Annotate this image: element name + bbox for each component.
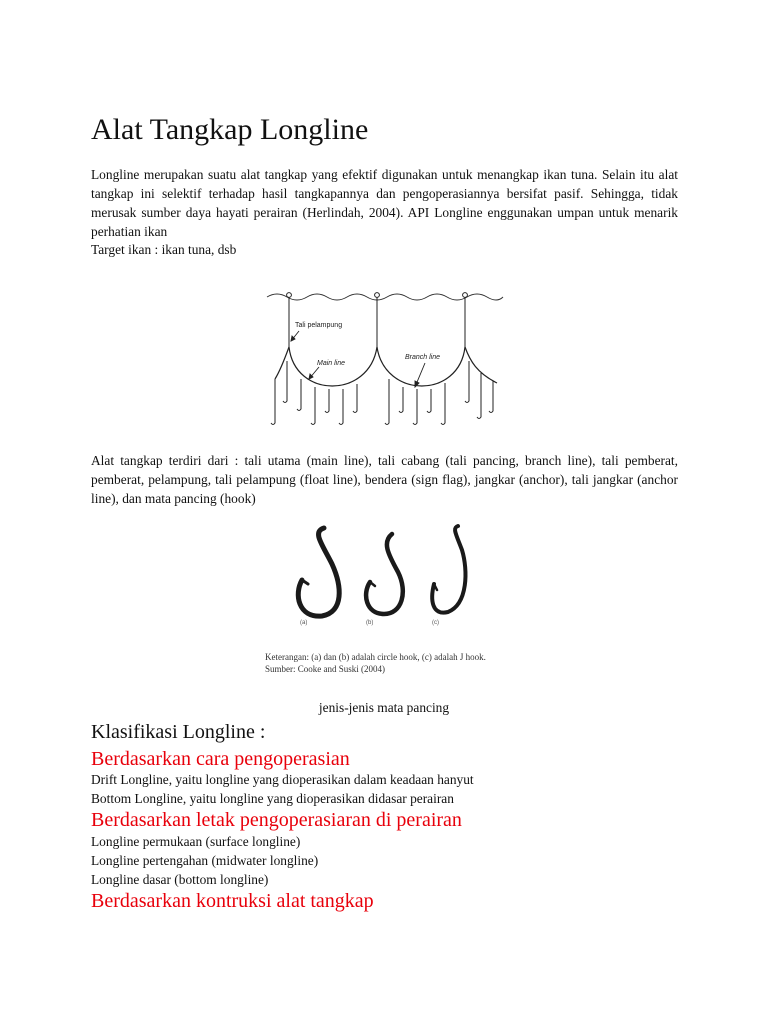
list-item: Drift Longline, yaitu longline yang dioperasikan dalam keadaan hanyut <box>91 772 474 787</box>
longline-diagram <box>265 283 505 431</box>
hooks-figure-note <box>265 651 486 675</box>
section-heading-construction: Berdasarkan kontruksi alat tangkap <box>91 890 374 912</box>
circle-hook-a-icon <box>298 528 339 616</box>
classification-heading: Klasifikasi Longline : <box>91 721 266 743</box>
list-item: Bottom Longline, yaitu longline yang dioperasikan didasar perairan <box>91 791 454 806</box>
section-heading-position: Berdasarkan letak pengoperasiaran di perairan <box>91 809 462 831</box>
hooks-note-line2: Sumber: Cooke and Suski (2004) <box>265 664 385 674</box>
float-icon <box>287 293 292 298</box>
label-float-line: Tali pelampung <box>295 322 343 329</box>
list-item: Longline permukaan (surface longline) <box>91 834 301 849</box>
j-hook-icon <box>432 526 465 613</box>
label-hook-a: (a) <box>300 620 308 626</box>
label-hook-c: (c) <box>432 620 439 626</box>
components-paragraph: Alat tangkap terdiri dari : tali utama (main line), tali cabang (tali pancing, branch line), tali pemberat, pemberat, pelampung, tali pelampung (float line), bendera (sign flag), jangkar (anchor), tali jangkar (anchor line), dan mata pancing (hook) <box>91 453 678 506</box>
intro-paragraph: Longline merupakan suatu alat tangkap yang efektif digunakan untuk menangkap ikan tuna. Selain itu alat tangkap ini selektif terhadap hasil tangkapannya dan pengoperasiannya bersifat pasif. Sehingga, tidak merusak sumber daya hayati perairan (Herlindah, 2004). API Longline enggunakan umpan untuk menarik perhatian ikan <box>91 167 678 239</box>
section-heading-operation: Berdasarkan cara pengoperasian <box>91 748 350 770</box>
label-hook-b: (b) <box>366 620 374 626</box>
hooks-note-line1: Keterangan: (a) dan (b) adalah circle hook, (c) adalah J hook. <box>265 652 486 662</box>
label-branch-line: Branch line <box>405 354 441 361</box>
page-title: Alat Tangkap Longline <box>91 113 369 146</box>
figure-caption: jenis-jenis mata pancing <box>318 700 450 715</box>
circle-hook-b-icon <box>366 534 403 614</box>
label-main-line: Main line <box>317 360 346 367</box>
float-icon <box>375 293 380 298</box>
list-item: Longline pertengahan (midwater longline) <box>91 853 319 868</box>
float-icon <box>463 293 468 298</box>
target-fish-line: Target ikan : ikan tuna, dsb <box>91 242 237 257</box>
list-item: Longline dasar (bottom longline) <box>91 872 269 887</box>
